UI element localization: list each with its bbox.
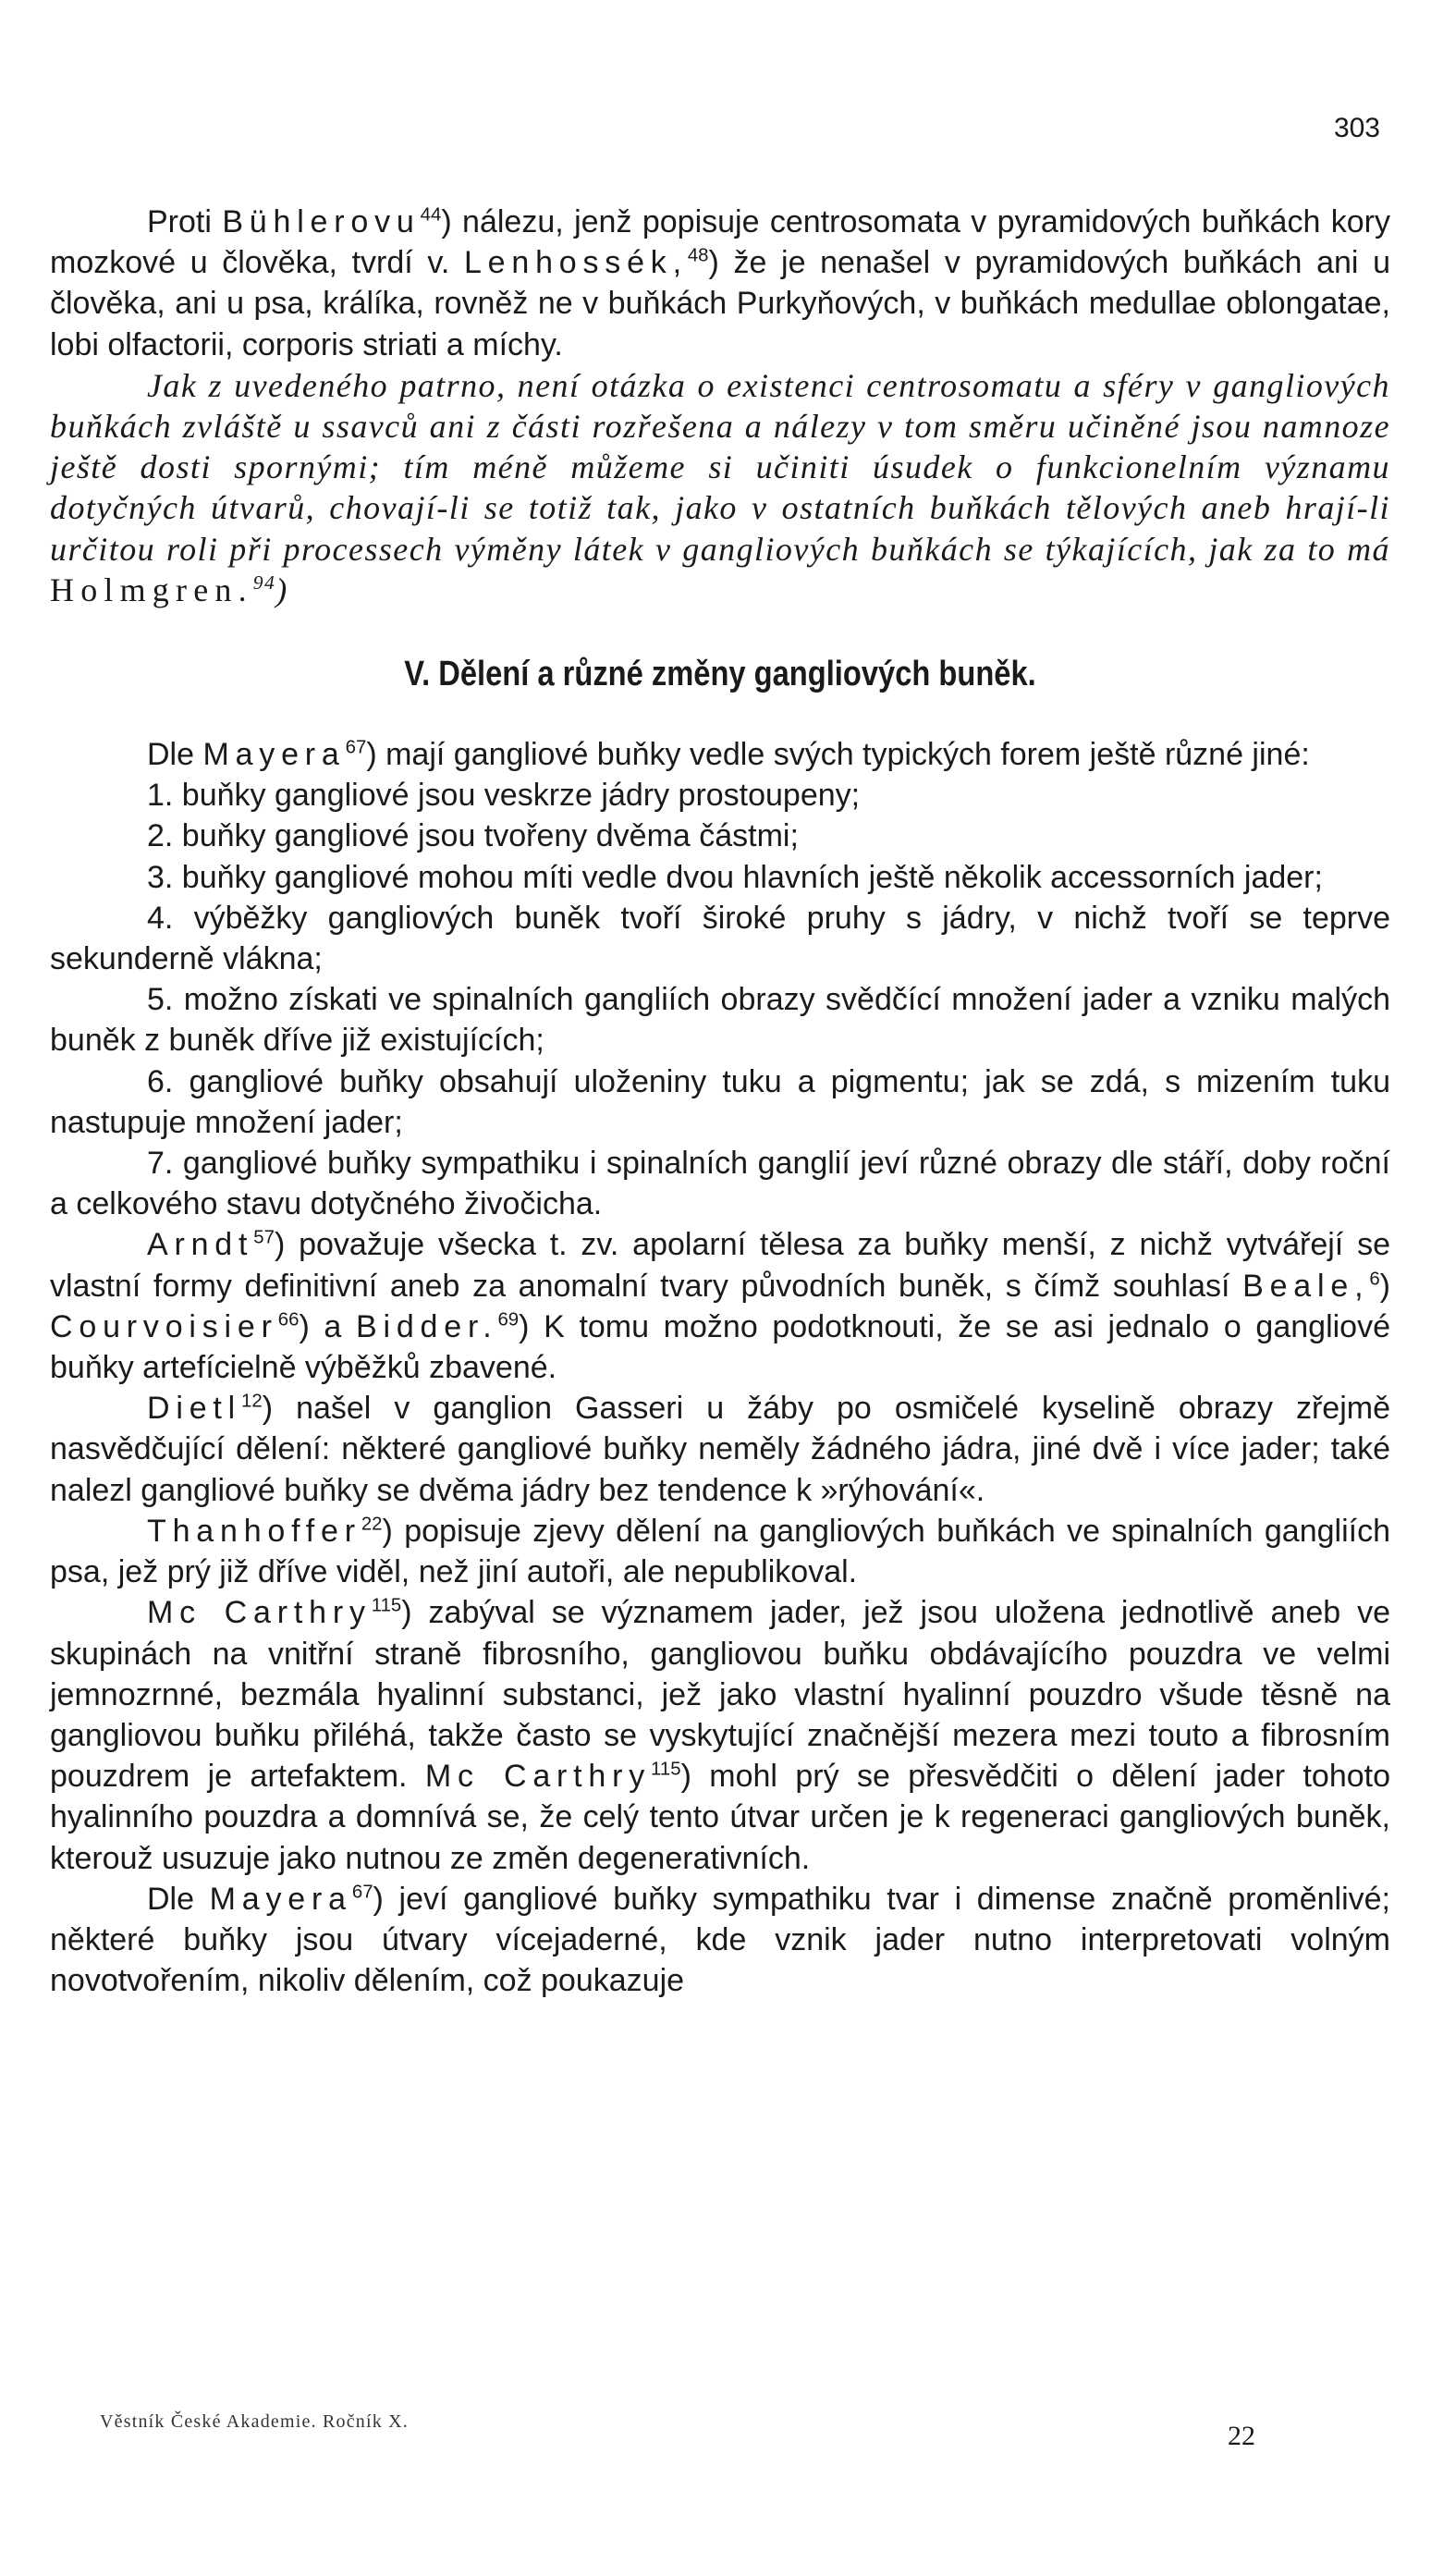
paragraph-mayer-sympathicus: Dle Mayera$^{67}$) jeví gangliové buňky sympathiku tvar i dimense značně proměnlivé; některé buňky jsou útvary vícejaderné, kde vznik jader nutno interpretovati volným novotvořením, nikoliv dělením, což poukazuje <box>50 1881 1390 1999</box>
author-name: Holmgren. <box>50 570 253 608</box>
page-number: 303 <box>1333 113 1380 143</box>
reference-number: 94 <box>252 570 276 594</box>
author-name: Mayera <box>209 1881 352 1917</box>
author-name: Courvoisier <box>50 1308 278 1344</box>
reference-number: 48 <box>687 245 709 266</box>
author-name: Thanhoffer <box>147 1513 361 1549</box>
reference-number: 115 <box>651 1759 681 1780</box>
page-footer <box>100 2411 1255 2451</box>
list-item: 1. buňky gangliové jsou veskrze jádry prostoupeny; <box>147 778 861 814</box>
list-item: 6. gangliové buňky obsahují uloženiny tuku a pigmentu; jak se zdá, s mizením tuku nastupuje množení jader; <box>50 1063 1390 1140</box>
list-item: 2. buňky gangliové jsou tvořeny dvěma částmi; <box>147 818 799 854</box>
reference-number: 66 <box>277 1309 300 1331</box>
reference-number: 67 <box>351 1882 373 1903</box>
paragraph-arndt: Arndt$^{57}$) považuje všecka t. zv. apolarní tělesa za buňky menší, z nichž vytvářejí se vlastní formy definitivní aneb za anomalní tvary původních buněk, s čímž souhlasí Beale,$^6$) Courvoisier$^{66}$) a Bidder.$^{69}$) K tomu možno podotknouti, že se asi jednalo o gangliové buňky artefícielně výběžků zbavené. <box>50 1227 1390 1386</box>
list-item: 4. výběžky gangliových buněk tvoří široké pruhy s jádry, v nichž tvoří se teprve sekunderně vlákna; <box>50 900 1390 977</box>
signature-mark: 22 <box>1228 2421 1255 2451</box>
author-name: Lenhossék, <box>463 245 688 281</box>
page-content <box>50 202 1390 2001</box>
section-heading: V. Dělení a různé změny gangliových buněk. <box>404 655 1036 694</box>
journal-title: Věstník České Akademie. Ročník X. <box>100 2411 409 2432</box>
author-name: Bühlerovu <box>222 204 421 239</box>
list-item: 7. gangliové buňky sympathiku i spinalních ganglií jeví různé obrazy dle stáří, doby roční a celkového stavu dotyčného živočicha. <box>50 1146 1390 1222</box>
author-name: Dietl <box>147 1391 242 1427</box>
reference-number: 67 <box>345 737 367 758</box>
author-name: Mc Carthry <box>147 1595 372 1631</box>
reference-number: 115 <box>371 1595 402 1616</box>
reference-number: 69 <box>497 1309 520 1331</box>
author-name: Arndt <box>147 1227 254 1263</box>
list-item: 5. možno získati ve spinalních gangliích obrazy svědčící množení jader a vzniku malých buněk z buněk dříve již existujících; <box>50 982 1390 1059</box>
paragraph-mayer-forms: Dle Mayera$^{67}$) mají gangliové buňky vedle svých typických forem ještě různé jiné: <box>147 737 1310 773</box>
paragraph-buhler: Proti Bühlerovu$^{44}$) nálezu, jenž popisuje centrosomata v pyramidových buňkách kory mozkové u člověka, tvrdí v. Lenhossék,$^{48}$) že je nenašel v pyramidových buňkách ani u člověka, ani u psa, králíka, rovněž ne v buňkách Purkyňových, v buňkách medullae oblongatae, lobi olfactorii, corporis striati a míchy. <box>50 204 1391 362</box>
author-name: Mayera <box>202 737 346 773</box>
reference-number: 57 <box>253 1228 275 1249</box>
reference-number: 44 <box>420 204 442 226</box>
reference-number: 12 <box>241 1391 263 1412</box>
paragraph-thanhoffer: Thanhoffer$^{22}$) popisuje zjevy dělení na gangliových buňkách ve spinalních gangliích psa, jež prý již dříve viděl, než jiní autoři, ale nepublikoval. <box>50 1513 1390 1590</box>
author-name: Beale, <box>1242 1268 1370 1304</box>
author-name: Mc Carthry <box>424 1759 652 1795</box>
paragraph-conclusion-italic: Jak z uvedeného patrno, není otázka o existenci centrosomatu a sféry v gangliových buňkách zvláště u ssavců ani z části rozřešena a nálezy v tom směru učiněné jsou namnoze ještě dosti spornými; tím méně můžeme si učiniti úsudek o funkcionelním významu dotyčných útvarů, chovají-li se totiž tak, jako v ostatních buňkách tělových aneb hrají-li určitou roli při processech výměny látek v gangliových buňkách se týkajících, jak za to má Holmgren.$^{94}$) <box>50 366 1390 608</box>
reference-number: 22 <box>361 1514 383 1535</box>
author-name: Bidder. <box>355 1308 498 1344</box>
list-item: 3. buňky gangliové mohou míti vedle dvou hlavních ještě několik accessorních jader; <box>147 859 1323 895</box>
paragraph-dietl: Dietl$^{12}$) našel v ganglion Gasseri u žáby po osmičelé kyselině obrazy zřejmě nasvědčující dělení: některé gangliové buňky neměly žádného jádra, jiné dvě i více jader; také nalezl gangliové buňky se dvěma jádry bez tendence k »rýhování«. <box>50 1391 1390 1508</box>
reference-number: 6 <box>1369 1269 1380 1290</box>
paragraph-mccarthry: Mc Carthry$^{115}$) zabýval se významem jader, jež jsou uložena jednotlivě aneb ve skupinách na vnitřní straně fibrosního, gangliovou buňku obdávajícího pouzdra ve velmi jemnozrnné, bezmála hyalinní substanci, jež jako vlastní hyalinní pouzdro všude těsně na gangliovou buňku přiléhá, takže často se vyskytující značnější mezera mezi touto a fibrosním pouzdrem je artefaktem. Mc Carthry$^{115}$) mohl prý se přesvědčiti o dělení jader tohoto hyalinního pouzdra a domnívá se, že celý tento útvar určen je k regeneraci gangliových buněk, kterouž usuzuje jako nutnou ze změn degenerativních. <box>50 1595 1391 1876</box>
